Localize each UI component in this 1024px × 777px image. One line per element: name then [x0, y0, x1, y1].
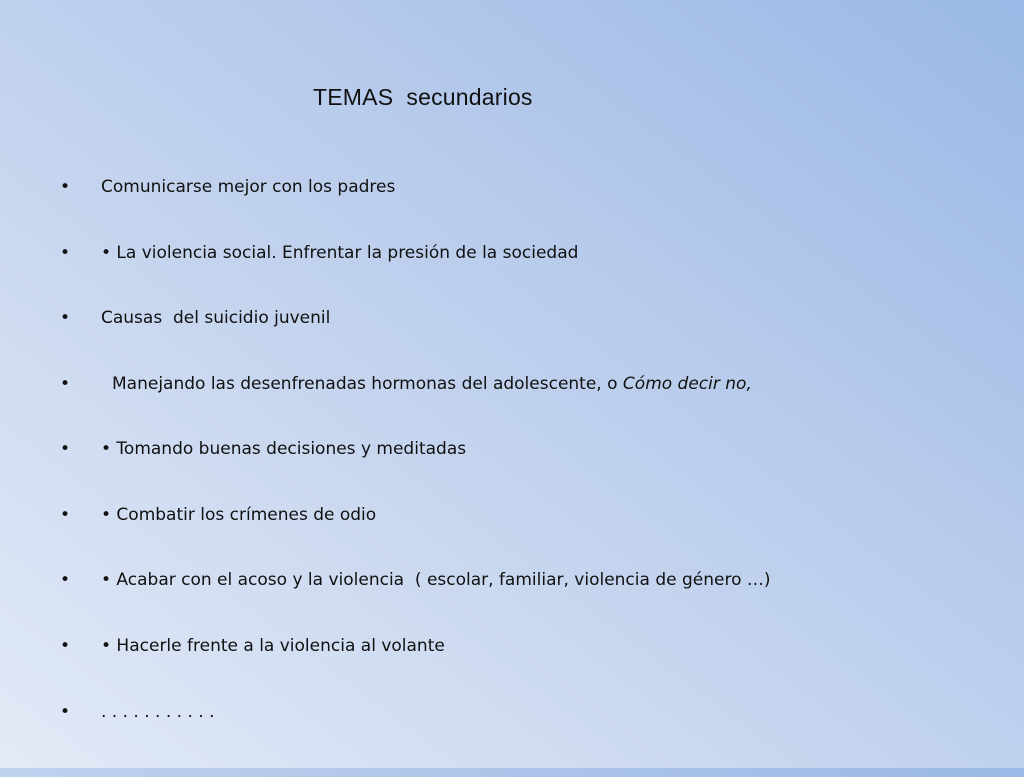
list-item-text: • La violencia social. Enfrentar la presión de la sociedad: [101, 243, 579, 263]
list-item-text: Causas del suicidio juvenil: [101, 308, 331, 328]
list-item-text-italic: Cómo decir no,: [622, 374, 752, 394]
bullet-icon: •: [60, 439, 71, 459]
slide-title: TEMAS secundarios: [313, 84, 533, 110]
bullet-icon: •: [60, 308, 71, 328]
list-item-text: [112, 369, 752, 399]
bullet-icon: •: [60, 505, 71, 525]
list-item: [0, 631, 1000, 661]
list-item-text: • Hacerle frente a la violencia al volante: [101, 636, 445, 656]
list-item-text: . . . . . . . . . . .: [101, 702, 215, 722]
bullet-icon: •: [60, 177, 71, 197]
list-item: [0, 565, 1000, 595]
bullet-icon: •: [60, 243, 71, 263]
list-item: [0, 172, 1000, 202]
list-item-text: • Tomando buenas decisiones y meditadas: [101, 439, 467, 459]
list-item: [0, 369, 1000, 399]
list-item: [0, 434, 1000, 464]
bullet-icon: •: [60, 636, 71, 656]
bullet-icon: •: [60, 570, 71, 590]
bullet-icon: •: [60, 702, 71, 722]
list-item: [0, 500, 1000, 530]
list-item-text: • Combatir los crímenes de odio: [101, 505, 377, 525]
list-item: [0, 697, 1000, 727]
list-item-text: Comunicarse mejor con los padres: [101, 177, 396, 197]
list-item-text-regular: Manejando las desenfrenadas hormonas del adolescente, o: [112, 374, 623, 394]
list-item: [0, 238, 1000, 268]
list-item-text: • Acabar con el acoso y la violencia ( escolar, familiar, violencia de género …): [101, 570, 771, 590]
list-item: [0, 303, 1000, 333]
bullet-icon: •: [60, 374, 71, 394]
